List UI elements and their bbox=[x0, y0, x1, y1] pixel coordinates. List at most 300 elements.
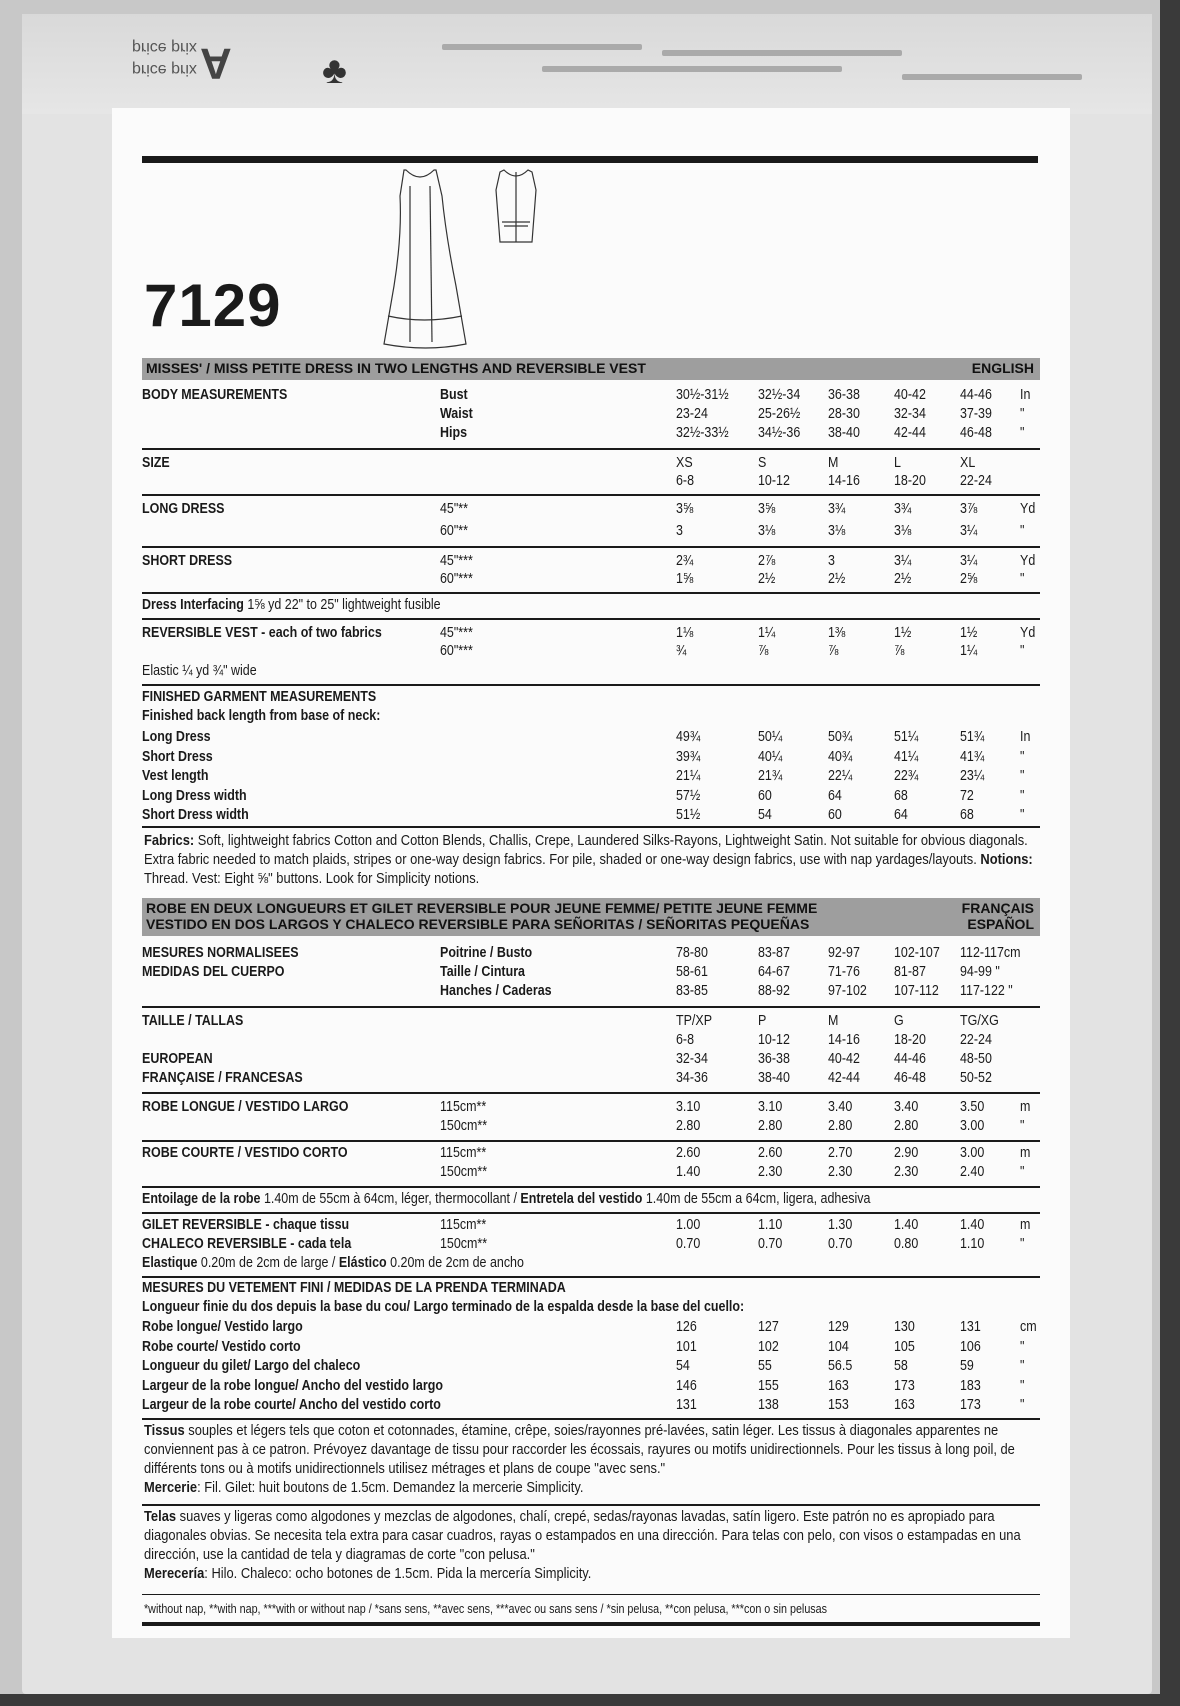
rl-115-row-unit: m bbox=[1020, 1099, 1031, 1115]
flap-mirror-text: price prix bbox=[132, 39, 197, 56]
fr-finished-row-unit: " bbox=[1020, 1377, 1025, 1394]
long-45-row-unit: Yd bbox=[1020, 501, 1036, 517]
rc-115-row-cell: 3.00 bbox=[960, 1145, 985, 1161]
finished-row-cell: 72 bbox=[960, 787, 974, 804]
vest-60-row-cell: ⅞ bbox=[828, 643, 839, 659]
rc-115-row-cell: 2.90 bbox=[894, 1145, 919, 1161]
poitrine-row-cell: 83-87 bbox=[758, 945, 790, 961]
fr-finished-row-cell: 126 bbox=[676, 1319, 697, 1335]
fr-finished-row-cell: 106 bbox=[960, 1338, 981, 1355]
poitrine-row-cell: 92-97 bbox=[828, 945, 860, 961]
finished-row-cell: 51¾ bbox=[960, 729, 985, 745]
fabrics-text: Soft, lightweight fabrics Cotton and Cotton Blends, Challis, Crepe, Laundered Silks-Rayons, Lightweight Satin. Not suitable for obvious diagonals. Extra fabric needed to match plaids, stripes or one-way design fabrics. For pile, shaded or one-way design fabrics, use with nap yardages/layouts. bbox=[144, 833, 1028, 868]
finished-row-label: Short Dress width bbox=[142, 807, 249, 823]
rc-115-row-cell: 2.70 bbox=[828, 1145, 853, 1161]
short-45-row-cell: 3¼ bbox=[894, 553, 912, 569]
body-measurements-label: BODY MEASUREMENTS bbox=[142, 387, 288, 403]
fr-finished-row-cell: 138 bbox=[758, 1397, 779, 1413]
long-60-width: 60"** bbox=[440, 523, 469, 539]
interfacing-bold: Dress Interfacing bbox=[142, 597, 244, 613]
fr-finished-row-cell: 127 bbox=[758, 1319, 779, 1335]
fr-finished-row-unit: cm bbox=[1020, 1319, 1037, 1335]
gilet-label: GILET REVERSIBLE - chaque tissu bbox=[142, 1217, 350, 1233]
tissus-text: souples et légers tels que coton et cotonnades, étamine, crêpe, soies/rayonnes pré-lavées, satin léger. Les tissus à diagonales apparentes ne conviennent pas à ce patron. Prévoyez davantage de tissu pour raccorder les écossais, rayures ou motifs unidirectionnels. Pour les tissus à long poil, de différents tons ou à motifs unidirectionnels utilisez métrages et plans de coupe "avec sens." bbox=[144, 1423, 1015, 1477]
g-115-row-cell: 1.40 bbox=[894, 1217, 919, 1233]
rule-3 bbox=[142, 546, 1040, 548]
short-45-row-unit: Yd bbox=[1020, 553, 1036, 569]
tailles-label: TAILLE / TALLAS bbox=[142, 1013, 244, 1029]
es-lang-label: ESPAÑOL bbox=[967, 916, 1034, 932]
fr-finished-row-cell: 153 bbox=[828, 1397, 849, 1413]
fr-finished-row-cell: 102 bbox=[758, 1338, 779, 1355]
francaise-row-cell: 42-44 bbox=[828, 1070, 860, 1086]
european-label: EUROPEAN bbox=[142, 1051, 213, 1067]
rl-115-row-cell: 3.40 bbox=[894, 1099, 919, 1115]
telas-text: suaves y ligeras como algodones y mezclas de algodones, chalí, crepé, sedas/rayonas lavadas, satín ligero. Este patrón no es apropiado para diagonales obvias. Se necesita tela extra para casar cuadros, rayas o estampados en una dirección. Para telas con pelo, con visos o estampadas en una dirección, use la cantidad de tela y diagramas de corte "con pelusa." bbox=[144, 1509, 1021, 1563]
fr-finished-row-unit: " bbox=[1020, 1338, 1025, 1355]
telas-paragraph bbox=[144, 1508, 1034, 1584]
finished-row-cell: 41¼ bbox=[894, 748, 919, 765]
waist-label: Waist bbox=[440, 406, 473, 422]
elastique-line bbox=[142, 1254, 524, 1274]
fr-finished-row-unit: " bbox=[1020, 1397, 1025, 1413]
footnote: *without nap, **with nap, ***with or without nap / *sans sens, **avec sens, ***avec ou sans sens / *sin pelusa, **con pelusa, ***con o sin pelusas bbox=[144, 1602, 828, 1616]
finished-row-cell: 21¼ bbox=[676, 768, 701, 784]
taille-row-cell: 81-87 bbox=[894, 964, 926, 980]
finished-row-label: Long Dress width bbox=[142, 787, 247, 804]
fr-es-section-header bbox=[142, 898, 1040, 936]
poitrine-row-cell: 78-80 bbox=[676, 945, 708, 961]
g-150-row-cell: 0.70 bbox=[828, 1236, 853, 1252]
rule-5 bbox=[142, 618, 1040, 620]
fr-finished-row-cell: 54 bbox=[676, 1358, 690, 1374]
english-header-title: MISSES' / MISS PETITE DRESS IN TWO LENGTHS AND REVERSIBLE VEST bbox=[146, 360, 646, 376]
francaise-row-cell: 46-48 bbox=[894, 1070, 926, 1086]
waist-row-cell: 37-39 bbox=[960, 406, 992, 422]
hanches-row-cell: 88-92 bbox=[758, 983, 790, 999]
long-45-row-cell: 3⅝ bbox=[758, 501, 776, 517]
rl-115-row-cell: 3.10 bbox=[758, 1099, 783, 1115]
european-row-cell: 32-34 bbox=[676, 1051, 708, 1067]
rule-14 bbox=[142, 1418, 1040, 1420]
size-letter-row-cell: M bbox=[828, 455, 839, 471]
finished-row-unit: " bbox=[1020, 807, 1025, 823]
elastic-line: Elastic ¼ yd ¾" wide bbox=[142, 663, 257, 679]
size-letter-row-cell: XS bbox=[676, 455, 693, 471]
waist-row-cell: 32-34 bbox=[894, 406, 926, 422]
hips-row-unit: " bbox=[1020, 425, 1025, 441]
taille-letter-row-cell: G bbox=[894, 1013, 904, 1029]
vest-60-row-cell: ¾ bbox=[676, 643, 687, 659]
european-row-cell: 40-42 bbox=[828, 1051, 860, 1067]
mesures-label: MESURES NORMALISEES bbox=[142, 945, 299, 961]
short-45-width: 45"*** bbox=[440, 553, 473, 569]
rc-115-row-unit: m bbox=[1020, 1145, 1031, 1161]
g-115-row-cell: 1.30 bbox=[828, 1217, 853, 1233]
finished-header: FINISHED GARMENT MEASUREMENTS bbox=[142, 689, 377, 705]
g-115-row-cell: 1.40 bbox=[960, 1217, 985, 1233]
long-60-row-cell: 3⅛ bbox=[894, 523, 912, 539]
fr-finished-row-cell: 59 bbox=[960, 1358, 974, 1374]
flap-mirror-text-2: price prix bbox=[132, 61, 197, 78]
mercerie-text: : Fil. Gilet: huit boutons de 1.5cm. Demandez la mercerie Simplicity. bbox=[197, 1480, 584, 1496]
finished-row-label: Long Dress bbox=[142, 729, 211, 745]
poitrine-row-cell: 112-117cm bbox=[960, 945, 1021, 961]
waist-row-cell: 28-30 bbox=[828, 406, 860, 422]
finished-row-cell: 41¾ bbox=[960, 748, 985, 765]
vest-45-row-cell: 1¼ bbox=[758, 625, 776, 641]
size-num-row-cell: 18-20 bbox=[894, 473, 926, 489]
entoilage-bold: Entoilage de la robe bbox=[142, 1191, 261, 1207]
fr-finished-row-unit: " bbox=[1020, 1358, 1025, 1374]
finished-row-label: Vest length bbox=[142, 768, 209, 784]
vest-sketch-icon bbox=[496, 170, 536, 242]
g-115-width: 115cm** bbox=[440, 1217, 487, 1233]
english-lang-label: ENGLISH bbox=[971, 360, 1034, 376]
fr-finished-row-cell: 146 bbox=[676, 1377, 697, 1394]
waist-row-cell: 23-24 bbox=[676, 406, 708, 422]
taille-num-row-cell: 14-16 bbox=[828, 1032, 860, 1048]
fr-finished-row-cell: 104 bbox=[828, 1338, 849, 1355]
hanches-row-cell: 107-112 bbox=[894, 983, 939, 999]
flap-fineprint-2 bbox=[662, 50, 902, 56]
rule-11 bbox=[142, 1186, 1040, 1188]
rc-150-row-cell: 2.30 bbox=[758, 1164, 783, 1180]
short-60-row-cell: 1⅝ bbox=[676, 571, 694, 587]
short-dress-label: SHORT DRESS bbox=[142, 553, 233, 569]
flap-fineprint-4 bbox=[902, 74, 1082, 80]
european-row-cell: 44-46 bbox=[894, 1051, 926, 1067]
bust-row-unit: In bbox=[1020, 387, 1031, 403]
g-150-row-cell: 0.70 bbox=[758, 1236, 783, 1252]
fr-finished-row-cell: 130 bbox=[894, 1319, 915, 1335]
finished-row-cell: 54 bbox=[758, 807, 772, 823]
vest-45-row-unit: Yd bbox=[1020, 625, 1036, 641]
vest-45-width: 45"*** bbox=[440, 625, 473, 641]
dress-sketch-icon bbox=[384, 170, 466, 348]
g-115-row-cell: 1.10 bbox=[758, 1217, 783, 1233]
hips-label: Hips bbox=[440, 425, 468, 441]
fr-finished-row-cell: 131 bbox=[960, 1319, 981, 1335]
short-45-row-cell: 2¾ bbox=[676, 553, 694, 569]
g-150-row-cell: 0.80 bbox=[894, 1236, 919, 1252]
fr-finished-row-cell: 101 bbox=[676, 1338, 697, 1355]
hips-row-cell: 42-44 bbox=[894, 425, 926, 441]
finished-row-cell: 23¼ bbox=[960, 768, 985, 784]
g-150-row-cell: 1.10 bbox=[960, 1236, 985, 1252]
bust-row-cell: 32½-34 bbox=[758, 387, 801, 403]
rule-15 bbox=[142, 1504, 1040, 1506]
fr-finished-row-label: Largeur de la robe longue/ Ancho del vestido largo bbox=[142, 1377, 443, 1394]
short-45-row-cell: 3 bbox=[828, 553, 835, 569]
elastico-bold: Elástico bbox=[338, 1255, 387, 1271]
medidas-label: MEDIDAS DEL CUERPO bbox=[142, 964, 285, 980]
rl-115-row-cell: 3.40 bbox=[828, 1099, 853, 1115]
size-label: SIZE bbox=[142, 455, 170, 471]
vest-45-row-cell: 1½ bbox=[894, 625, 912, 641]
tissus-paragraph bbox=[144, 1422, 1034, 1498]
waist-row-unit: " bbox=[1020, 406, 1025, 422]
taille-row-cell: 94-99 " bbox=[960, 964, 1000, 980]
fr-finished-row-cell: 131 bbox=[676, 1397, 697, 1413]
short-45-row-cell: 2⅞ bbox=[758, 553, 776, 569]
elastico-text: 0.20m de 2cm de ancho bbox=[386, 1255, 524, 1271]
scan-edge-right bbox=[1160, 0, 1180, 1706]
rl-150-row-cell: 2.80 bbox=[894, 1118, 919, 1134]
rl-115-row-cell: 3.10 bbox=[676, 1099, 701, 1115]
finished-row-cell: 40¾ bbox=[828, 748, 853, 765]
finished-row-cell: 50¼ bbox=[758, 729, 783, 745]
rule-4 bbox=[142, 592, 1040, 594]
interfacing-line bbox=[142, 596, 441, 616]
fr-finished-row-cell: 163 bbox=[828, 1377, 849, 1394]
rc-150-row-cell: 2.30 bbox=[894, 1164, 919, 1180]
finished-row-cell: 60 bbox=[828, 807, 842, 823]
top-rule bbox=[142, 156, 1038, 163]
fr-lang-label: FRANÇAIS bbox=[961, 900, 1034, 916]
short-60-row-cell: 2½ bbox=[894, 571, 912, 587]
long-60-row-cell: 3⅛ bbox=[828, 523, 846, 539]
european-row-cell: 36-38 bbox=[758, 1051, 790, 1067]
rule-8 bbox=[142, 1006, 1040, 1008]
chaleco-label: CHALECO REVERSIBLE - cada tela bbox=[142, 1236, 352, 1252]
vest-60-row-cell: 1¼ bbox=[960, 643, 978, 659]
vest-label: REVERSIBLE VEST - each of two fabrics bbox=[142, 625, 382, 641]
entretela-text: 1.40m de 55cm a 64cm, ligera, adhesiva bbox=[642, 1191, 871, 1207]
short-60-row-unit: " bbox=[1020, 571, 1025, 587]
mercerie-bold: Mercerie bbox=[144, 1480, 198, 1496]
g-150-row-unit: " bbox=[1020, 1236, 1025, 1252]
fr-finished-row-cell: 173 bbox=[894, 1377, 915, 1394]
rule-2 bbox=[142, 494, 1040, 496]
finished-row-cell: 64 bbox=[828, 787, 842, 804]
rc-150-row-unit: " bbox=[1020, 1164, 1025, 1180]
envelope-flap bbox=[22, 14, 1152, 114]
finished-row-cell: 51½ bbox=[676, 807, 701, 823]
fr-finished-row-cell: 105 bbox=[894, 1338, 915, 1355]
hanches-row-cell: 97-102 bbox=[828, 983, 867, 999]
poitrine-label: Poitrine / Busto bbox=[440, 945, 533, 961]
long-60-row-cell: 3 bbox=[676, 523, 683, 539]
size-letter-row-cell: S bbox=[758, 455, 767, 471]
european-row-cell: 48-50 bbox=[960, 1051, 992, 1067]
g-150-row-cell: 0.70 bbox=[676, 1236, 701, 1252]
rule-7 bbox=[142, 826, 1040, 828]
finished-row-label: Short Dress bbox=[142, 748, 213, 765]
size-num-row-cell: 14-16 bbox=[828, 473, 860, 489]
rl-150-row-unit: " bbox=[1020, 1118, 1025, 1134]
vest-45-row-cell: 1⅛ bbox=[676, 625, 694, 641]
rule-6 bbox=[142, 684, 1040, 686]
bust-row-cell: 30½-31½ bbox=[676, 387, 729, 403]
short-60-row-cell: 2½ bbox=[828, 571, 846, 587]
bottom-rule bbox=[142, 1622, 1040, 1626]
scan-edge-bottom bbox=[0, 1694, 1180, 1706]
simplicity-logo-icon: ♣ bbox=[322, 50, 347, 92]
finished-row-cell: 68 bbox=[960, 807, 974, 823]
long-dress-label: LONG DRESS bbox=[142, 501, 225, 517]
fr-finished-row-label: Robe courte/ Vestido corto bbox=[142, 1338, 301, 1355]
finished-row-cell: 60 bbox=[758, 787, 772, 804]
fr-finished-row-cell: 58 bbox=[894, 1358, 908, 1374]
taille-num-row-cell: 18-20 bbox=[894, 1032, 926, 1048]
english-fabrics-paragraph bbox=[144, 832, 1034, 889]
fr-finished-row-label: Longueur du gilet/ Largo del chaleco bbox=[142, 1358, 361, 1374]
robe-longue-label: ROBE LONGUE / VESTIDO LARGO bbox=[142, 1099, 349, 1115]
entoilage-text: 1.40m de 55cm à 64cm, léger, thermocollant / bbox=[260, 1191, 521, 1207]
francaise-row-cell: 34-36 bbox=[676, 1070, 708, 1086]
taille-letter-row-cell: TG/XG bbox=[960, 1013, 999, 1029]
vest-60-row-cell: ⅞ bbox=[758, 643, 769, 659]
vest-45-row-cell: 1½ bbox=[960, 625, 978, 641]
long-60-row-unit: " bbox=[1020, 523, 1025, 539]
finished-row-cell: 22¼ bbox=[828, 768, 853, 784]
rc-150-row-cell: 2.30 bbox=[828, 1164, 853, 1180]
size-letter-row-cell: L bbox=[894, 455, 901, 471]
francaise-row-cell: 50-52 bbox=[960, 1070, 992, 1086]
taille-num-row-cell: 10-12 bbox=[758, 1032, 790, 1048]
notions-text: Thread. Vest: Eight ⅝" buttons. Look for Simplicity notions. bbox=[144, 871, 480, 887]
g-115-row-cell: 1.00 bbox=[676, 1217, 701, 1233]
telas-bold: Telas bbox=[144, 1509, 177, 1525]
interfacing-text: 1⅝ yd 22" to 25" lightweight fusible bbox=[243, 597, 441, 613]
long-45-width: 45"** bbox=[440, 501, 469, 517]
finished-row-unit: In bbox=[1020, 729, 1031, 745]
rc-115-width: 115cm** bbox=[440, 1145, 487, 1161]
vest-60-row-cell: ⅞ bbox=[894, 643, 905, 659]
robe-courte-label: ROBE COURTE / VESTIDO CORTO bbox=[142, 1145, 348, 1161]
finished-row-cell: 50¾ bbox=[828, 729, 853, 745]
vest-60-row-unit: " bbox=[1020, 643, 1025, 659]
finished-row-unit: " bbox=[1020, 748, 1025, 765]
taille-letter-row-cell: M bbox=[828, 1013, 839, 1029]
entoilage-line bbox=[142, 1190, 870, 1210]
short-60-row-cell: 2½ bbox=[758, 571, 776, 587]
rl-150-row-cell: 2.80 bbox=[676, 1118, 701, 1134]
long-45-row-cell: 3⅞ bbox=[960, 501, 978, 517]
hanches-row-cell: 117-122 " bbox=[960, 983, 1013, 999]
size-num-row-cell: 6-8 bbox=[676, 473, 695, 489]
english-section-header bbox=[142, 358, 1040, 380]
garment-sketches bbox=[380, 166, 580, 356]
finished-row-cell: 40¼ bbox=[758, 748, 783, 765]
rl-150-row-cell: 2.80 bbox=[828, 1118, 853, 1134]
finished-row-cell: 39¾ bbox=[676, 748, 701, 765]
long-60-row-cell: 3¼ bbox=[960, 523, 978, 539]
hips-row-cell: 38-40 bbox=[828, 425, 860, 441]
rule-9 bbox=[142, 1092, 1040, 1094]
size-num-row-cell: 22-24 bbox=[960, 473, 992, 489]
rl-115-row-cell: 3.50 bbox=[960, 1099, 985, 1115]
fr-finished-row-cell: 56.5 bbox=[828, 1358, 853, 1374]
size-letter-row-cell: XL bbox=[960, 455, 976, 471]
taille-letter-row-cell: P bbox=[758, 1013, 767, 1029]
fr-finished-row-label: Robe longue/ Vestido largo bbox=[142, 1319, 303, 1335]
finished-row-cell: 51¼ bbox=[894, 729, 919, 745]
rc-150-width: 150cm** bbox=[440, 1164, 488, 1180]
taille-row-cell: 64-67 bbox=[758, 964, 790, 980]
fr-header-title: ROBE EN DEUX LONGUEURS ET GILET REVERSIBLE POUR JEUNE FEMME/ PETITE JEUNE FEMME bbox=[146, 900, 818, 916]
rl-150-row-cell: 3.00 bbox=[960, 1118, 985, 1134]
rc-115-row-cell: 2.60 bbox=[676, 1145, 701, 1161]
finished-row-unit: " bbox=[1020, 768, 1025, 784]
poitrine-row-cell: 102-107 bbox=[894, 945, 940, 961]
rl-115-width: 115cm** bbox=[440, 1099, 487, 1115]
waist-row-cell: 25-26½ bbox=[758, 406, 801, 422]
elastique-text: 0.20m de 2cm de large / bbox=[197, 1255, 339, 1271]
rl-150-row-cell: 2.80 bbox=[758, 1118, 783, 1134]
vest-45-row-cell: 1⅜ bbox=[828, 625, 846, 641]
finished-subheader: Finished back length from base of neck: bbox=[142, 708, 381, 724]
vest-60-width: 60"*** bbox=[440, 643, 473, 659]
francaise-row-cell: 38-40 bbox=[758, 1070, 790, 1086]
fr-finished-row-cell: 155 bbox=[758, 1377, 779, 1394]
fr-finished-row-cell: 173 bbox=[960, 1397, 981, 1413]
fabrics-bold: Fabrics: bbox=[144, 833, 195, 849]
mesures-fini-header: MESURES DU VETEMENT FINI / MEDIDAS DE LA PRENDA TERMINADA bbox=[142, 1280, 566, 1296]
taille-row-cell: 71-76 bbox=[828, 964, 860, 980]
rc-115-row-cell: 2.60 bbox=[758, 1145, 783, 1161]
short-60-row-cell: 2⅝ bbox=[960, 571, 978, 587]
taille-num-row-cell: 22-24 bbox=[960, 1032, 992, 1048]
g-150-width: 150cm** bbox=[440, 1236, 488, 1252]
short-45-row-cell: 3¼ bbox=[960, 553, 978, 569]
flap-price-mark: A bbox=[200, 39, 232, 88]
long-45-row-cell: 3¾ bbox=[894, 501, 912, 517]
longueur-subheader: Longueur finie du dos depuis la base du cou/ Largo terminado de la espalda desde la base del cuello: bbox=[142, 1299, 745, 1315]
hips-row-cell: 46-48 bbox=[960, 425, 992, 441]
taille-label: Taille / Cintura bbox=[440, 964, 526, 980]
notions-bold: Notions: bbox=[976, 852, 1033, 868]
hanches-label: Hanches / Caderas bbox=[440, 983, 552, 999]
fr-finished-row-cell: 55 bbox=[758, 1358, 772, 1374]
rl-150-width: 150cm** bbox=[440, 1118, 488, 1134]
finished-row-cell: 68 bbox=[894, 787, 908, 804]
taille-row-cell: 58-61 bbox=[676, 964, 708, 980]
merceria-bold: Merecería bbox=[144, 1566, 205, 1582]
pattern-number: 7129 bbox=[144, 272, 282, 339]
finished-row-cell: 57½ bbox=[676, 787, 701, 804]
g-115-row-unit: m bbox=[1020, 1217, 1031, 1233]
fr-finished-row-label: Largeur de la robe courte/ Ancho del vestido corto bbox=[142, 1397, 441, 1413]
finished-row-cell: 49¾ bbox=[676, 729, 701, 745]
es-header-title: VESTIDO EN DOS LARGOS Y CHALECO REVERSIBLE PARA SEÑORITAS / SEÑORITAS PEQUEÑAS bbox=[146, 916, 810, 932]
flap-fineprint bbox=[442, 44, 642, 50]
entretela-bold: Entretela del vestido bbox=[520, 1191, 643, 1207]
long-60-row-cell: 3⅛ bbox=[758, 523, 776, 539]
elastique-bold: Elastique bbox=[142, 1255, 198, 1271]
fr-finished-row-cell: 129 bbox=[828, 1319, 849, 1335]
flap-fineprint-3 bbox=[542, 66, 842, 72]
taille-letter-row-cell: TP/XP bbox=[676, 1013, 713, 1029]
taille-num-row-cell: 6-8 bbox=[676, 1032, 695, 1048]
hanches-row-cell: 83-85 bbox=[676, 983, 708, 999]
finished-row-cell: 22¾ bbox=[894, 768, 919, 784]
rc-150-row-cell: 2.40 bbox=[960, 1164, 985, 1180]
bust-label: Bust bbox=[440, 387, 468, 403]
fr-finished-row-cell: 163 bbox=[894, 1397, 915, 1413]
merceria-text: : Hilo. Chaleco: ocho botones de 1.5cm. Pida la mercería Simplicity. bbox=[204, 1566, 592, 1582]
rule-10 bbox=[142, 1140, 1040, 1142]
bust-row-cell: 36-38 bbox=[828, 387, 860, 403]
tissus-bold: Tissus bbox=[144, 1423, 185, 1439]
rule-1 bbox=[142, 448, 1040, 450]
francaise-label: FRANÇAISE / FRANCESAS bbox=[142, 1070, 303, 1086]
rule-13 bbox=[142, 1276, 1040, 1278]
rc-150-row-cell: 1.40 bbox=[676, 1164, 701, 1180]
rule-16 bbox=[142, 1594, 1040, 1595]
hips-row-cell: 34½-36 bbox=[758, 425, 801, 441]
